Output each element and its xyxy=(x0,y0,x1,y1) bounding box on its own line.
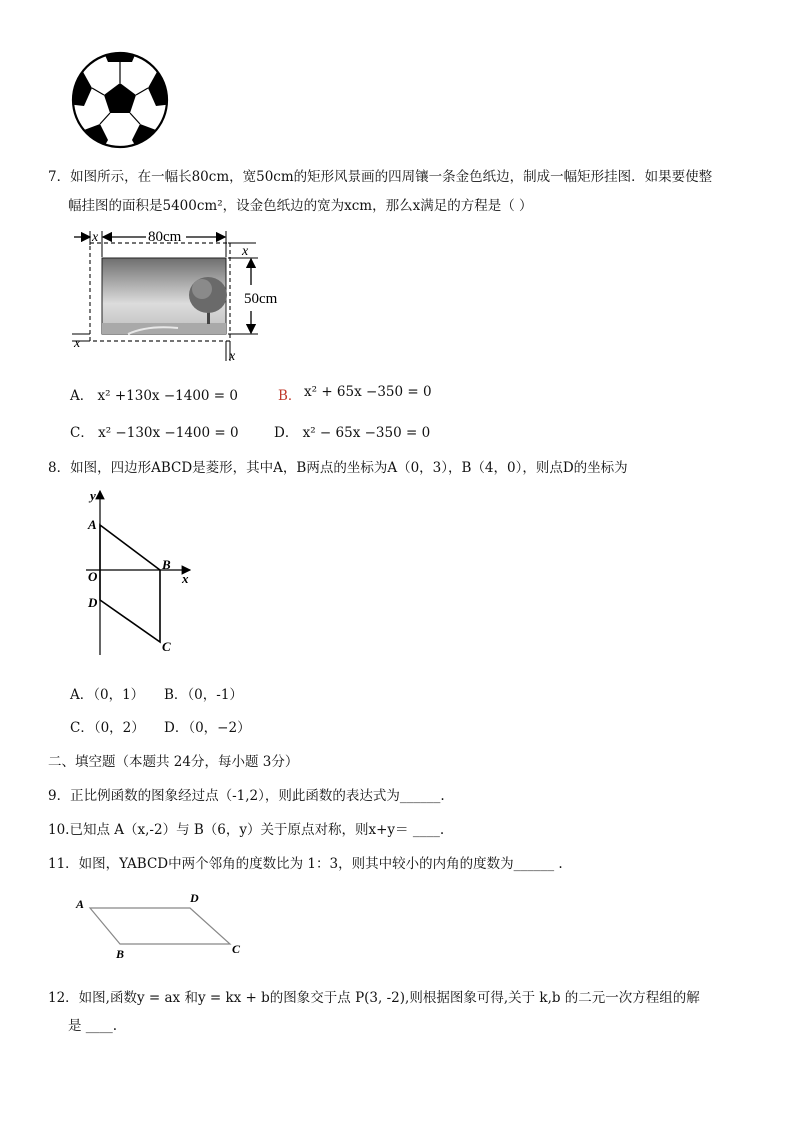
q7-label-x-right: x xyxy=(242,244,249,259)
q9-text: 9．正比例函数的图象经过点（-1,2），则此函数的表达式为______. xyxy=(48,788,445,804)
q8-rhombus-figure xyxy=(80,485,200,660)
q7-option-d: D． x² − 65x −350 = 0 xyxy=(274,425,431,441)
q11-parallelogram-figure xyxy=(70,888,250,958)
q11-label-a: A xyxy=(76,897,85,911)
q8-label-y: y xyxy=(90,488,96,503)
q8-option-d: D．（0，−2） xyxy=(164,720,251,736)
q11-label-c: C xyxy=(232,942,241,956)
q7-text-line1: 7．如图所示，在一幅长80cm，宽50cm的矩形风景画的四周镶一条金色纸边，制成一幅矩形挂图．如果要使整 xyxy=(48,169,713,185)
q8-option-a: A．（0，1） xyxy=(70,687,145,703)
q8-label-a: A xyxy=(88,517,97,532)
q11-label-b: B xyxy=(116,947,125,958)
q7-option-b-label: B． xyxy=(278,388,302,404)
q8-label-b: B xyxy=(162,557,171,572)
q11-text: 11．如图，YABCD中两个邻角的度数比为 1：3，则其中较小的内角的度数为______ . xyxy=(48,856,563,872)
q7-option-b: x² + 65x −350 = 0 xyxy=(304,384,432,400)
q7-frame-figure xyxy=(68,225,298,365)
q8-option-b: B．（0，-1） xyxy=(164,687,243,703)
q7-label-80cm: 80cm xyxy=(148,229,182,245)
q10-text: 10.已知点 A（x,-2）与 B（6，y）关于原点对称，则x+y＝ ____. xyxy=(48,822,445,838)
q12-text-line2: 是 ____. xyxy=(68,1018,118,1034)
q7-label-50cm: 50cm xyxy=(244,291,278,307)
q8-text: 8．如图，四边形ABCD是菱形，其中A，B两点的坐标为A（0，3），B（4，0），则点D的坐标为 xyxy=(48,460,628,476)
q7-option-c: C． x² −130x −1400 = 0 xyxy=(70,425,239,441)
q7-option-a: A． x² +130x −1400 = 0 xyxy=(70,388,238,404)
q8-option-c: C．（0，2） xyxy=(70,720,145,736)
section2-heading: 二、填空题（本题共 24分，每小题 3分） xyxy=(48,754,299,770)
soccer-ball-image xyxy=(70,50,170,150)
q8-label-o: O xyxy=(88,569,98,584)
q8-label-x: x xyxy=(182,571,189,586)
q7-label-x-bottom: x xyxy=(229,349,236,364)
q7-text-line2: 幅挂图的面积是5400cm²，设金色纸边的宽为xcm，那么x满足的方程是（ ） xyxy=(68,198,533,214)
q7-label-x-left: x xyxy=(74,336,81,351)
q8-label-d: D xyxy=(88,595,98,610)
q8-label-c: C xyxy=(162,639,171,654)
q11-label-d: D xyxy=(190,891,199,905)
q12-text-line1: 12．如图,函数y = ax 和y = kx + b的图象交于点 P(3, -2),则根据图象可得,关于 k,b 的二元一次方程组的解 xyxy=(48,990,700,1006)
q7-label-x-top: x xyxy=(92,230,99,245)
